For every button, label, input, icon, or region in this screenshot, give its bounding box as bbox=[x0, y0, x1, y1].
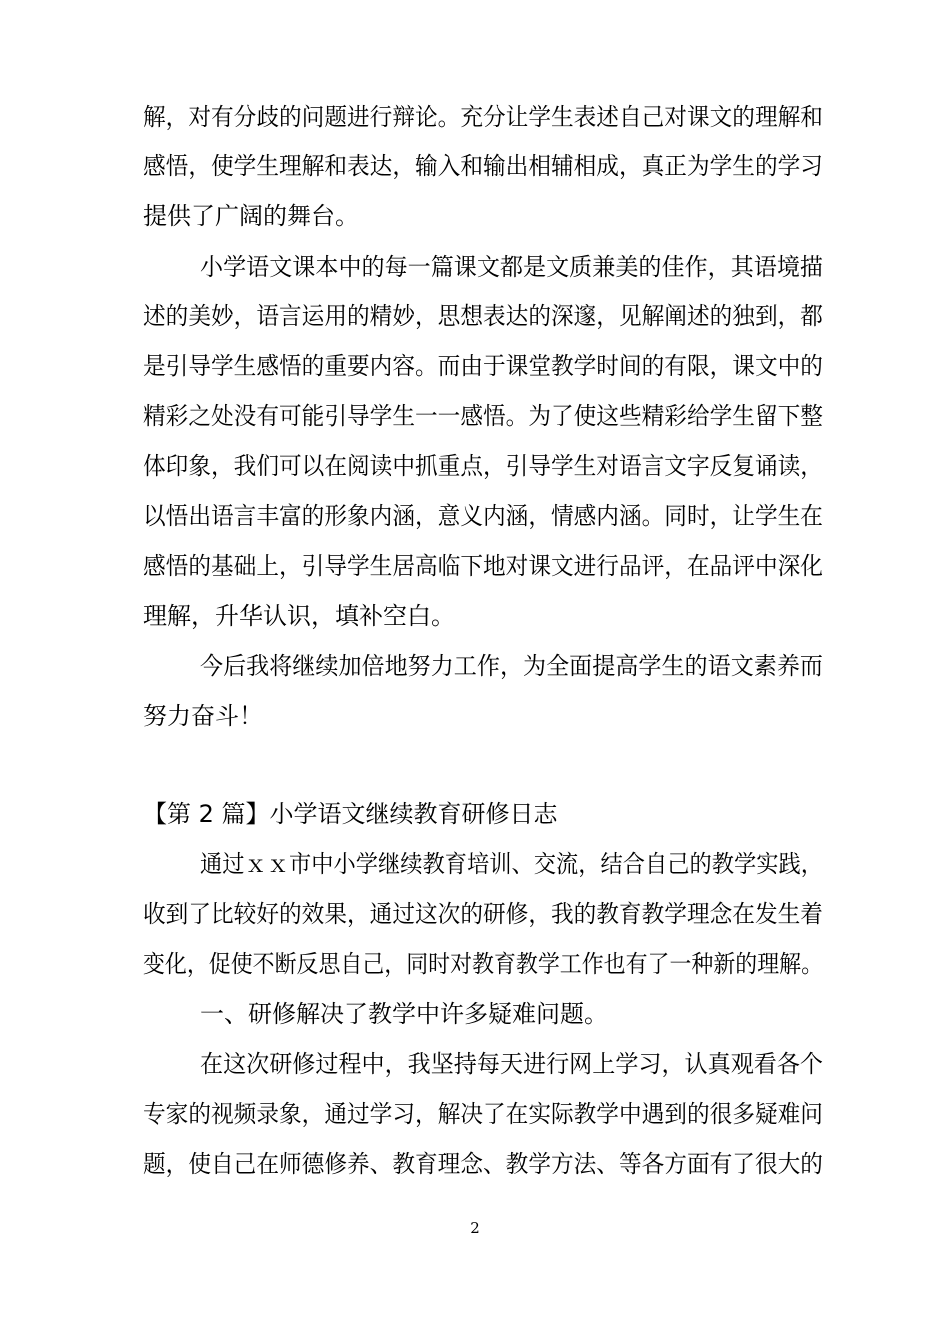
text-line: 通过ｘｘ市中小学继续教育培训、交流，结合自己的教学实践， bbox=[200, 850, 824, 878]
page-number: 2 bbox=[470, 1219, 480, 1237]
text-line: 以悟出语言丰富的形象内涵，意义内涵，情感内涵。同时，让学生在 bbox=[143, 502, 823, 530]
text-line: 感悟，使学生理解和表达，输入和输出相辅相成，真正为学生的学习 bbox=[143, 152, 823, 180]
text-line: 专家的视频录象，通过学习，解决了在实际教学中遇到的很多疑难问 bbox=[143, 1100, 823, 1128]
text-line: 今后我将继续加倍地努力工作，为全面提高学生的语文素养而 bbox=[200, 652, 823, 680]
text-line: 体印象，我们可以在阅读中抓重点，引导学生对语言文字反复诵读， bbox=[143, 452, 823, 480]
text-line: 精彩之处没有可能引导学生一一感悟。为了使这些精彩给学生留下整 bbox=[143, 402, 823, 430]
section-heading: 【第 2 篇】小学语文继续教育研修日志 bbox=[143, 800, 558, 828]
text-line: 在这次研修过程中，我坚持每天进行网上学习，认真观看各个 bbox=[200, 1050, 823, 1078]
text-line: 解，对有分歧的问题进行辩论。充分让学生表述自己对课文的理解和 bbox=[143, 103, 823, 131]
text-line: 感悟的基础上，引导学生居高临下地对课文进行品评，在品评中深化 bbox=[143, 552, 823, 580]
text-line: 提供了广阔的舞台。 bbox=[143, 202, 359, 230]
text-line: 题，使自己在师德修养、教育理念、教学方法、等各方面有了很大的 bbox=[143, 1150, 823, 1178]
text-line: 小学语文课本中的每一篇课文都是文质兼美的佳作，其语境描 bbox=[200, 253, 823, 281]
text-line: 努力奋斗！ bbox=[143, 702, 263, 730]
text-line: 是引导学生感悟的重要内容。而由于课堂教学时间的有限，课文中的 bbox=[143, 352, 823, 380]
text-line: 变化，促使不断反思自己，同时对教育教学工作也有了一种新的理解。 bbox=[143, 950, 824, 978]
text-line: 收到了比较好的效果，通过这次的研修，我的教育教学理念在发生着 bbox=[143, 900, 823, 928]
text-line: 述的美妙，语言运用的精妙，思想表达的深邃，见解阐述的独到，都 bbox=[143, 302, 823, 330]
text-line: 理解，升华认识，填补空白。 bbox=[143, 602, 455, 630]
text-line: 一、研修解决了教学中许多疑难问题。 bbox=[200, 1000, 608, 1028]
